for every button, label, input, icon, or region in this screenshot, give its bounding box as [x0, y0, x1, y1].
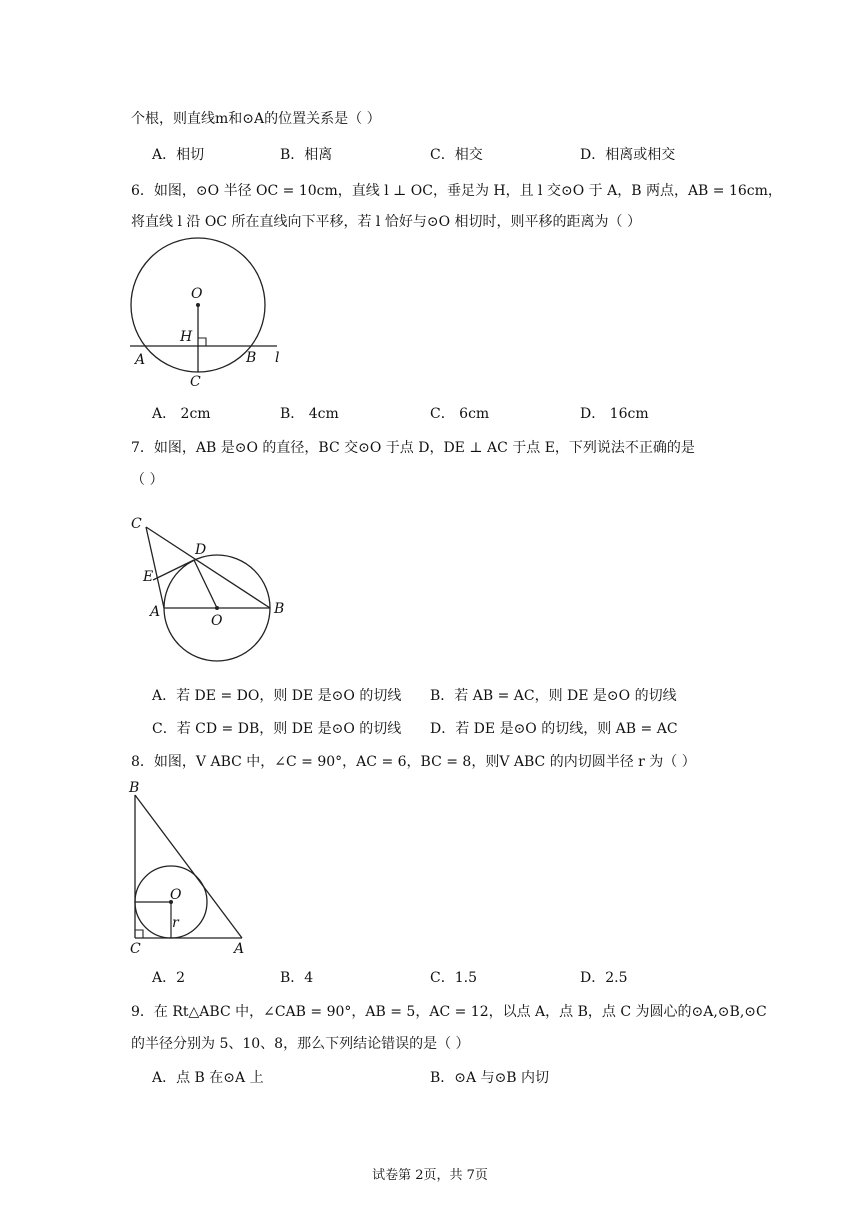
q7-label-o: O [211, 613, 223, 629]
q9-option-b: B．⊙A 与⊙B 内切 [430, 1070, 550, 1086]
q5-option-c: C．相交 [430, 147, 483, 163]
q6-stem-line1: 6．如图，⊙O 半径 OC = 10cm，直线 l ⊥ OC，垂足为 H，且 l 交⊙O 于 A，B 两点，AB = 16cm， [131, 183, 782, 199]
q7-option-c: C．若 CD = DB，则 DE 是⊙O 的切线 [152, 721, 402, 737]
q8-side-ab [135, 795, 242, 938]
q6-label-o: O [191, 286, 203, 302]
q9-stem-line2: 的半径分别为 5、10、8，那么下列结论错误的是（ ） [131, 1036, 470, 1052]
q7-figure [128, 512, 298, 672]
q8-option-b: B．4 [280, 970, 314, 986]
page-footer: 试卷第 2页，共 7页 [372, 1168, 488, 1183]
q9-stem-line1: 9．在 Rt△ABC 中，∠CAB = 90°，AB = 5，AC = 12，以点 A，点 B，点 C 为圆心的⊙A,⊙B,⊙C [131, 1004, 767, 1020]
q8-option-d: D．2.5 [580, 970, 628, 986]
q5-stem: 个根，则直线m和⊙A的位置关系是（ ） [131, 111, 381, 127]
q8-label-c: C [130, 941, 141, 957]
q8-figure [128, 780, 258, 960]
q6-option-c: C． 6cm [430, 406, 490, 422]
q8-label-r: r [172, 915, 179, 931]
q6-option-d: D． 16cm [580, 406, 649, 422]
q7-segment-do [194, 560, 217, 608]
q7-segment-ca [146, 527, 164, 608]
q6-option-b: B． 4cm [280, 406, 339, 422]
q8-label-o: O [170, 887, 182, 903]
q5-option-d: D．相离或相交 [580, 147, 676, 163]
q7-center-dot [215, 606, 219, 610]
q8-option-a: A．2 [152, 970, 186, 986]
q5-option-a: A．相切 [152, 147, 205, 163]
q8-right-angle-mark [135, 930, 143, 938]
q6-label-h: H [180, 329, 193, 345]
q6-label-c: C [190, 374, 201, 390]
q7-stem-line2: （ ） [131, 472, 164, 488]
q7-label-c: C [131, 516, 142, 532]
q7-stem-line1: 7．如图，AB 是⊙O 的直径，BC 交⊙O 于点 D，DE ⊥ AC 于点 E，下列说法不正确的是 [131, 440, 695, 456]
q7-option-d: D．若 DE 是⊙O 的切线，则 AB = AC [430, 721, 678, 737]
q6-right-angle-mark [198, 338, 206, 346]
q8-stem: 8．如图，V ABC 中，∠C = 90°，AC = 6，BC = 8，则V ABC 的内切圆半径 r 为（ ） [131, 754, 696, 770]
q7-label-e: E [143, 569, 154, 585]
q7-label-a: A [150, 604, 161, 620]
q6-label-a: A [135, 352, 146, 368]
q5-option-b: B．相离 [280, 147, 333, 163]
q7-label-b: B [274, 601, 285, 617]
q8-option-c: C．1.5 [430, 970, 477, 986]
q6-center-dot [196, 303, 200, 307]
q6-label-b: B [246, 350, 257, 366]
q6-stem-line2: 将直线 l 沿 OC 所在直线向下平移，若 l 恰好与⊙O 相切时，则平移的距离为（ ） [131, 214, 641, 230]
q8-label-a: A [234, 941, 245, 957]
q6-figure [125, 238, 295, 398]
q9-option-a: A．点 B 在⊙A 上 [152, 1070, 264, 1086]
q8-label-b: B [129, 780, 140, 796]
q6-option-a: A． 2cm [152, 406, 211, 422]
q6-label-l: l [275, 350, 280, 366]
q7-label-d: D [195, 542, 207, 558]
q7-option-a: A．若 DE = DO，则 DE 是⊙O 的切线 [152, 688, 402, 704]
q7-option-b: B．若 AB = AC，则 DE 是⊙O 的切线 [430, 688, 677, 704]
